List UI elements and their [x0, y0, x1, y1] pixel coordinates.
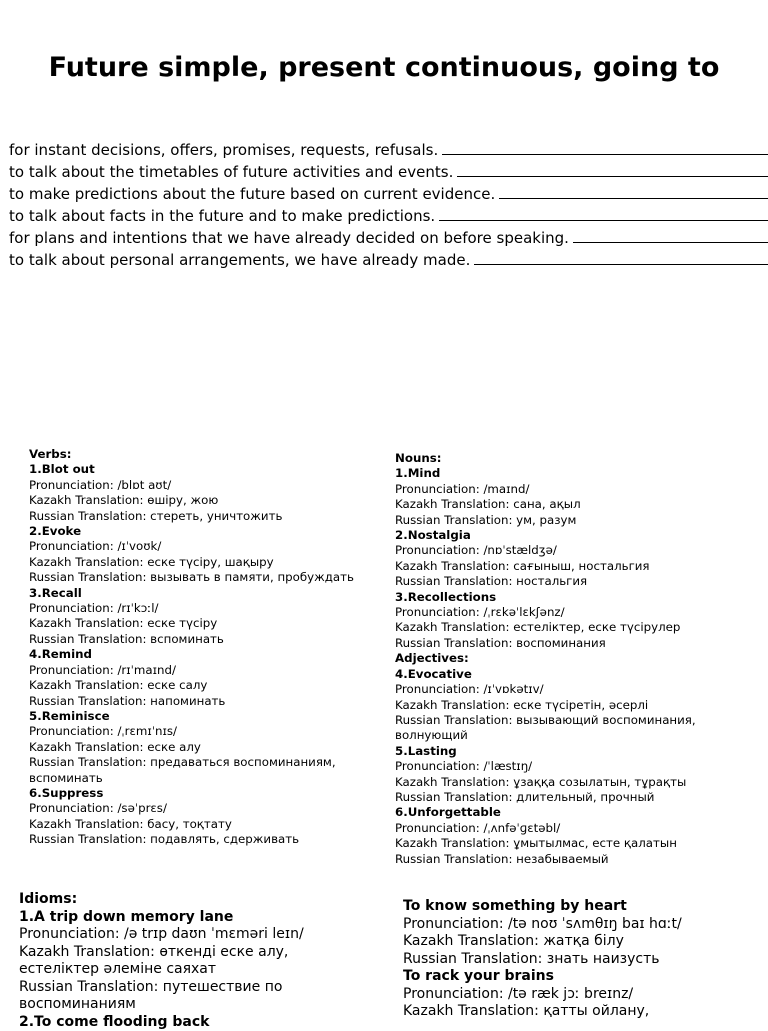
answer-blank[interactable]: [499, 185, 768, 199]
section-heading: Verbs:: [29, 447, 369, 462]
idioms-left-column: [19, 891, 349, 1031]
rules-list: [9, 139, 768, 271]
russian-translation: Russian Translation: напоминать: [29, 694, 369, 709]
vocab-word: 6.Unforgettable: [395, 805, 755, 820]
vocab-word: 4.Remind: [29, 647, 369, 662]
answer-blank[interactable]: [573, 229, 768, 243]
russian-translation: Russian Translation: воспоминания: [395, 636, 755, 651]
vocab-word: 5.Lasting: [395, 744, 755, 759]
rule-line: [9, 183, 768, 205]
kazakh-translation: Kazakh Translation: ұмытылмас, есте қалатын: [395, 836, 755, 851]
kazakh-translation: Kazakh Translation: еске түсіру, шақыру: [29, 555, 369, 570]
kazakh-translation: Kazakh Translation: өткенді еске алу, естеліктер әлеміне саяхат: [19, 944, 349, 979]
idiom-title: 1.A trip down memory lane: [19, 909, 349, 927]
russian-translation: Russian Translation: длительный, прочный: [395, 790, 755, 805]
idiom-title: To know something by heart: [403, 898, 753, 916]
russian-translation: Russian Translation: незабываемый: [395, 852, 755, 867]
kazakh-translation: Kazakh Translation: еске түсіру: [29, 616, 369, 631]
kazakh-translation: Kazakh Translation: еске салу: [29, 678, 369, 693]
verbs-column: [29, 447, 369, 848]
russian-translation: Russian Translation: ностальгия: [395, 574, 755, 589]
rule-line: [9, 139, 768, 161]
pronunciation: Pronunciation: /ɪˈvoʊk/: [29, 539, 369, 554]
kazakh-translation: Kazakh Translation: сана, ақыл: [395, 497, 755, 512]
vocab-word: 3.Recollections: [395, 590, 755, 605]
pronunciation: Pronunciation: /maɪnd/: [395, 482, 755, 497]
pronunciation: Pronunciation: /tə noʊ ˈsʌmθɪŋ baɪ hɑːt/: [403, 916, 753, 934]
kazakh-translation: Kazakh Translation: еске түсіретін, әсерлі: [395, 698, 755, 713]
kazakh-translation: Kazakh Translation: сағыныш, ностальгия: [395, 559, 755, 574]
idioms-right-column: [403, 898, 753, 1021]
vocab-word: 4.Evocative: [395, 667, 755, 682]
section-heading: Idioms:: [19, 891, 349, 909]
russian-translation: Russian Translation: подавлять, сдерживать: [29, 832, 369, 847]
vocab-word: 1.Blot out: [29, 462, 369, 477]
russian-translation: Russian Translation: стереть, уничтожить: [29, 509, 369, 524]
vocab-word: 6.Suppress: [29, 786, 369, 801]
pronunciation: Pronunciation: /rɪˈmaɪnd/: [29, 663, 369, 678]
kazakh-translation: Kazakh Translation: еске алу: [29, 740, 369, 755]
pronunciation: Pronunciation: /ə trɪp daʊn ˈmɛməri leɪn/: [19, 926, 349, 944]
answer-blank[interactable]: [439, 207, 768, 221]
rule-line: [9, 161, 768, 183]
russian-translation: Russian Translation: вызывающий воспоминания, волнующий: [395, 713, 755, 744]
rule-line: [9, 249, 768, 271]
russian-translation: Russian Translation: знать наизусть: [403, 951, 753, 969]
section-heading: Nouns:: [395, 451, 755, 466]
pronunciation: Pronunciation: /ˈlæstɪŋ/: [395, 759, 755, 774]
answer-blank[interactable]: [474, 251, 768, 265]
idiom-title: To rack your brains: [403, 968, 753, 986]
pronunciation: Pronunciation: /rɪˈkɔːl/: [29, 601, 369, 616]
kazakh-translation: Kazakh Translation: басу, тоқтату: [29, 817, 369, 832]
russian-translation: Russian Translation: ум, разум: [395, 513, 755, 528]
kazakh-translation: Kazakh Translation: жатқа білу: [403, 933, 753, 951]
pronunciation: Pronunciation: /nɒˈstældʒə/: [395, 543, 755, 558]
answer-blank[interactable]: [442, 141, 768, 155]
vocab-word: 2.Nostalgia: [395, 528, 755, 543]
page-title: Future simple, present continuous, going to: [0, 52, 768, 83]
vocab-word: 1.Mind: [395, 466, 755, 481]
rule-text: for instant decisions, offers, promises, requests, refusals.: [9, 139, 438, 161]
russian-translation: Russian Translation: путешествие по воспоминаниям: [19, 979, 349, 1014]
idiom-title: 2.To come flooding back: [19, 1014, 349, 1031]
kazakh-translation: Kazakh Translation: ұзаққа созылатын, тұрақты: [395, 775, 755, 790]
vocab-word: 2.Evoke: [29, 524, 369, 539]
vocab-word: 3.Recall: [29, 586, 369, 601]
rule-text: to talk about facts in the future and to make predictions.: [9, 205, 435, 227]
russian-translation: Russian Translation: вызывать в памяти, пробуждать: [29, 570, 369, 585]
section-heading: Adjectives:: [395, 651, 755, 666]
russian-translation: Russian Translation: предаваться воспоминаниям, вспоминать: [29, 755, 369, 786]
pronunciation: Pronunciation: /ˌʌnfəˈɡɛtəbl/: [395, 821, 755, 836]
kazakh-translation: Kazakh Translation: естеліктер, еске түсірулер: [395, 620, 755, 635]
rule-text: for plans and intentions that we have already decided on before speaking.: [9, 227, 569, 249]
nouns-adjectives-column: [395, 451, 755, 867]
pronunciation: Pronunciation: /ˌrɛmɪˈnɪs/: [29, 724, 369, 739]
rule-line: [9, 227, 768, 249]
vocab-word: 5.Reminisce: [29, 709, 369, 724]
rule-text: to talk about personal arrangements, we have already made.: [9, 249, 470, 271]
pronunciation: Pronunciation: /səˈprɛs/: [29, 801, 369, 816]
answer-blank[interactable]: [457, 163, 768, 177]
pronunciation: Pronunciation: /ˌrɛkəˈlɛkʃənz/: [395, 605, 755, 620]
rule-line: [9, 205, 768, 227]
rule-text: to talk about the timetables of future activities and events.: [9, 161, 453, 183]
kazakh-translation: Kazakh Translation: өшіру, жою: [29, 493, 369, 508]
russian-translation: Russian Translation: вспоминать: [29, 632, 369, 647]
pronunciation: Pronunciation: /ɪˈvɒkətɪv/: [395, 682, 755, 697]
pronunciation: Pronunciation: /blɒt aʊt/: [29, 478, 369, 493]
kazakh-translation: Kazakh Translation: қатты ойлану,: [403, 1003, 753, 1021]
pronunciation: Pronunciation: /tə ræk jɔː breɪnz/: [403, 986, 753, 1004]
rule-text: to make predictions about the future based on current evidence.: [9, 183, 495, 205]
